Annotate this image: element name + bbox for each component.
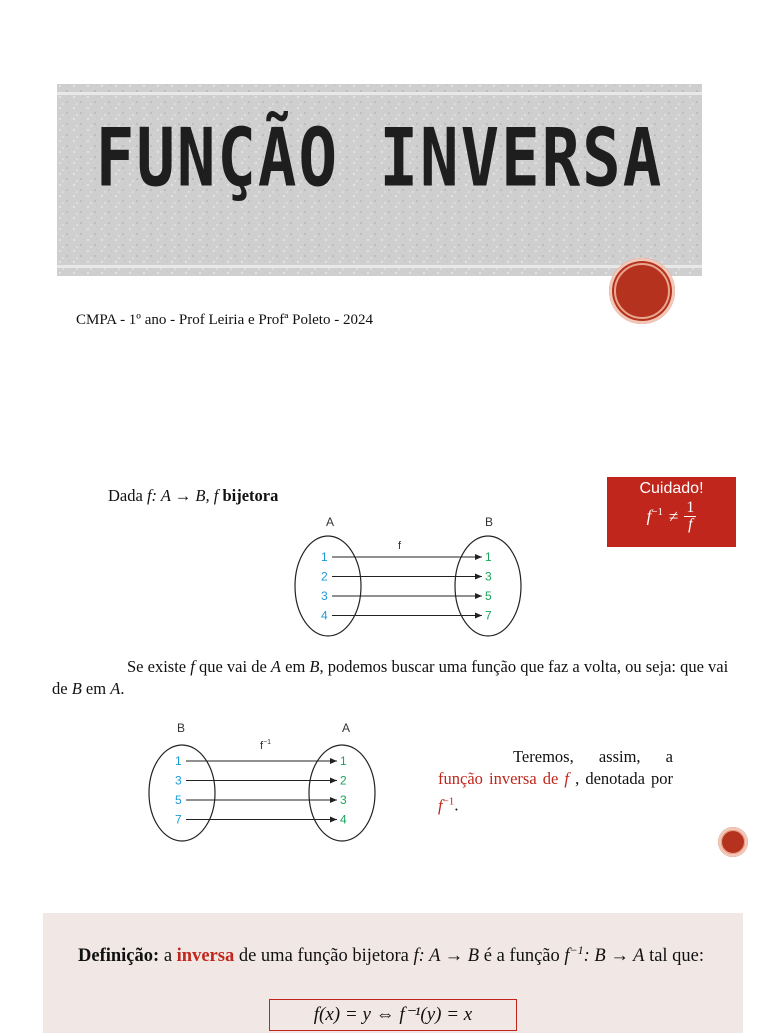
d2-left-value: 3: [175, 773, 182, 788]
diagram2-function-label: $f^{-1}$: [260, 739, 272, 752]
definition-p3: é a função: [483, 946, 560, 967]
definition-p4: tal que:: [649, 946, 705, 967]
diagram2-set-left: [149, 745, 215, 841]
para1-A: A: [270, 657, 281, 676]
para1-p4: , podemos buscar uma função que faz a volta, ou seja: que vai de: [52, 657, 729, 698]
d1-left-value: 2: [321, 569, 328, 584]
definition-formula: f(x) = y ⇔ f⁻¹(y) = x: [269, 999, 517, 1031]
warning-den: f: [688, 516, 693, 533]
d1-right-value: 3: [485, 569, 492, 584]
paragraph-2: [438, 746, 673, 817]
d2-right-value: 1: [340, 754, 347, 768]
diagram1-set-left: [295, 536, 361, 636]
warning-fraction: [684, 500, 696, 533]
definition-p1: a: [163, 946, 173, 967]
para2-p1: Teremos, assim, a: [513, 747, 673, 766]
diagram1-set-left-label: A: [326, 515, 335, 529]
d2-right-value: 4: [340, 812, 347, 827]
d1-left-value: 3: [321, 589, 328, 603]
definition-label: Definição:: [78, 946, 160, 967]
mapping-diagram-f-inverse: [140, 716, 400, 846]
d2-right-value: 3: [340, 793, 347, 807]
banner-top-rule: [57, 92, 702, 95]
intro-line: [108, 486, 278, 506]
d2-left-value: 5: [175, 793, 182, 807]
warning-sup: −1: [651, 506, 664, 519]
para2-comma: ,: [575, 769, 580, 788]
warning-label: Cuidado!: [639, 480, 704, 497]
para2-f: f: [564, 769, 570, 788]
definition-text: [78, 937, 706, 970]
para1-A2: A: [110, 679, 121, 698]
para1-f: f: [190, 657, 195, 676]
d2-left-value: 7: [175, 812, 182, 827]
diagram2-set-right-label: A: [342, 721, 351, 735]
page-title: FUNÇÃO INVERSA: [95, 112, 664, 206]
decorative-circle-small: [718, 827, 748, 857]
paragraph-1: [52, 656, 732, 700]
d2-right-value: 2: [340, 773, 347, 788]
intro-map: f: A → B, f: [146, 486, 219, 505]
warning-num: 1: [686, 499, 695, 516]
para1-p1: Se existe: [127, 657, 187, 676]
d1-left-value: 4: [321, 608, 328, 623]
mapping-diagram-f: [280, 510, 540, 640]
diagram2-set-left-label: B: [177, 721, 186, 735]
definition-p2: de uma função bijetora: [238, 946, 409, 967]
diagram1-function-label: f: [398, 540, 402, 552]
para1-p6: .: [120, 679, 125, 698]
title-banner: [57, 84, 702, 276]
intro-dada: Dada: [108, 486, 143, 505]
d1-right-value: 5: [485, 589, 492, 603]
warning-formula: [607, 500, 736, 533]
intro-bijetora: bijetora: [222, 486, 279, 505]
para2-p3: denotada por: [585, 769, 674, 788]
para1-p3: em: [285, 657, 306, 676]
definition-finv: $f^{-1}$: [564, 943, 584, 967]
decorative-circle-large: [609, 258, 675, 324]
definition-inversa: inversa: [176, 946, 235, 967]
banner-bottom-rule: [57, 265, 702, 268]
warning-neq: ≠: [669, 506, 679, 526]
para1-B2: B: [71, 679, 82, 698]
warning-lhs: f: [646, 506, 652, 526]
d1-right-value: 7: [485, 608, 492, 623]
subtitle: CMPA - 1º ano - Prof Leiria e Profª Poleto - 2024: [76, 312, 373, 328]
diagram1-set-right-label: B: [485, 515, 494, 529]
para2-red: função inversa de: [438, 769, 559, 788]
para2-p4: .: [454, 795, 459, 815]
warning-box: [607, 477, 736, 547]
d1-left-value: 1: [321, 550, 328, 564]
definition-map: f: A → B: [413, 946, 480, 967]
para1-p5: em: [85, 679, 107, 698]
diagram2-elements: [175, 754, 347, 827]
para1-p2: que vai de: [198, 657, 267, 676]
d2-left-value: 1: [175, 754, 182, 768]
definition-box: [43, 913, 743, 1033]
d1-right-value: 1: [485, 550, 492, 564]
para1-B: B: [309, 657, 320, 676]
definition-map2: : B → A: [583, 946, 645, 967]
para2-finv: $f^{-1}$: [438, 795, 455, 815]
diagram1-elements: [321, 550, 492, 623]
